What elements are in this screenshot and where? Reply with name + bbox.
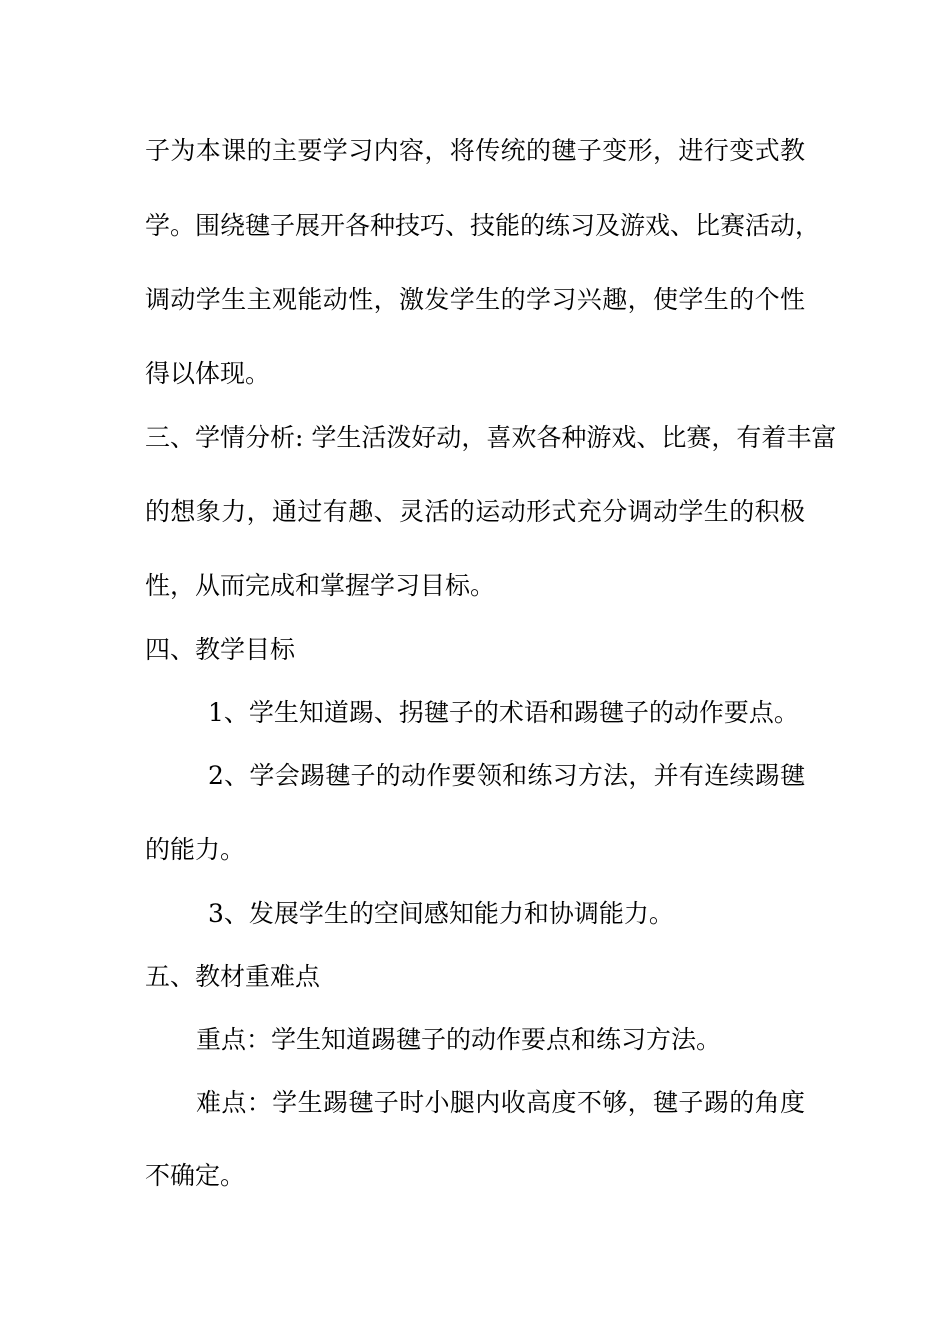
section-text-line: 的想象力，通过有趣、灵活的运动形式充分调动学生的积极 xyxy=(145,497,805,526)
objective-item: 的能力。 xyxy=(145,835,246,864)
body-text-line: 学。围绕毽子展开各种技巧、技能的练习及游戏、比赛活动， xyxy=(145,211,821,240)
objective-item: 3、发展学生的空间感知能力和协调能力。 xyxy=(208,899,674,928)
key-point-item: 不确定。 xyxy=(145,1161,246,1190)
key-point-item: 重点：学生知道踢毽子的动作要点和练习方法。 xyxy=(196,1025,722,1054)
section-heading: 四、教学目标 xyxy=(145,635,296,664)
objective-item: 2、学会踢毽子的动作要领和练习方法，并有连续踢毽 xyxy=(208,761,805,790)
section-heading: 五、教材重难点 xyxy=(145,962,321,991)
body-text-line: 得以体现。 xyxy=(145,359,271,388)
objective-item: 1、学生知道踢、拐毽子的术语和踢毽子的动作要点。 xyxy=(208,698,799,727)
section-text-line: 性，从而完成和掌握学习目标。 xyxy=(145,571,496,600)
key-point-item: 难点：学生踢毽子时小腿内收高度不够，毽子踢的角度 xyxy=(196,1088,805,1117)
body-text-line: 调动学生主观能动性，激发学生的学习兴趣，使学生的个性 xyxy=(145,285,805,314)
section-text-line: 三、学情分析: 学生活泼好动，喜欢各种游戏、比赛，有着丰富 xyxy=(145,423,837,452)
body-text-line: 子为本课的主要学习内容，将传统的毽子变形，进行变式教 xyxy=(145,136,805,165)
